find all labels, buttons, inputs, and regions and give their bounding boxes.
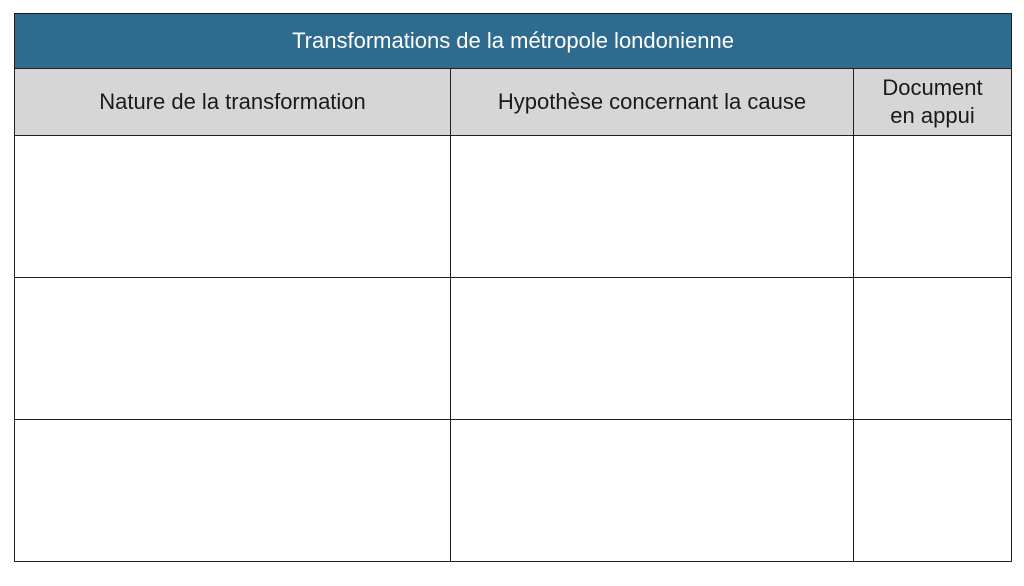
table-row (15, 136, 1012, 278)
header-document-line1: Document (882, 75, 983, 100)
cell-document[interactable] (854, 278, 1012, 420)
cell-document[interactable] (854, 136, 1012, 278)
cell-document[interactable] (854, 420, 1012, 562)
cell-hypothese[interactable] (451, 420, 854, 562)
cell-hypothese[interactable] (451, 136, 854, 278)
header-hypothese: Hypothèse concernant la cause (451, 69, 854, 136)
table-row (15, 278, 1012, 420)
cell-nature[interactable] (15, 278, 451, 420)
header-row (15, 69, 1012, 136)
cell-nature[interactable] (15, 136, 451, 278)
cell-hypothese[interactable] (451, 278, 854, 420)
worksheet-table (14, 13, 1012, 562)
header-nature: Nature de la transformation (15, 69, 451, 136)
cell-nature[interactable] (15, 420, 451, 562)
header-document (854, 69, 1012, 136)
table-title: Transformations de la métropole londonienne (15, 14, 1012, 69)
table-row (15, 420, 1012, 562)
title-row (15, 14, 1012, 69)
header-document-line2: en appui (890, 103, 975, 128)
